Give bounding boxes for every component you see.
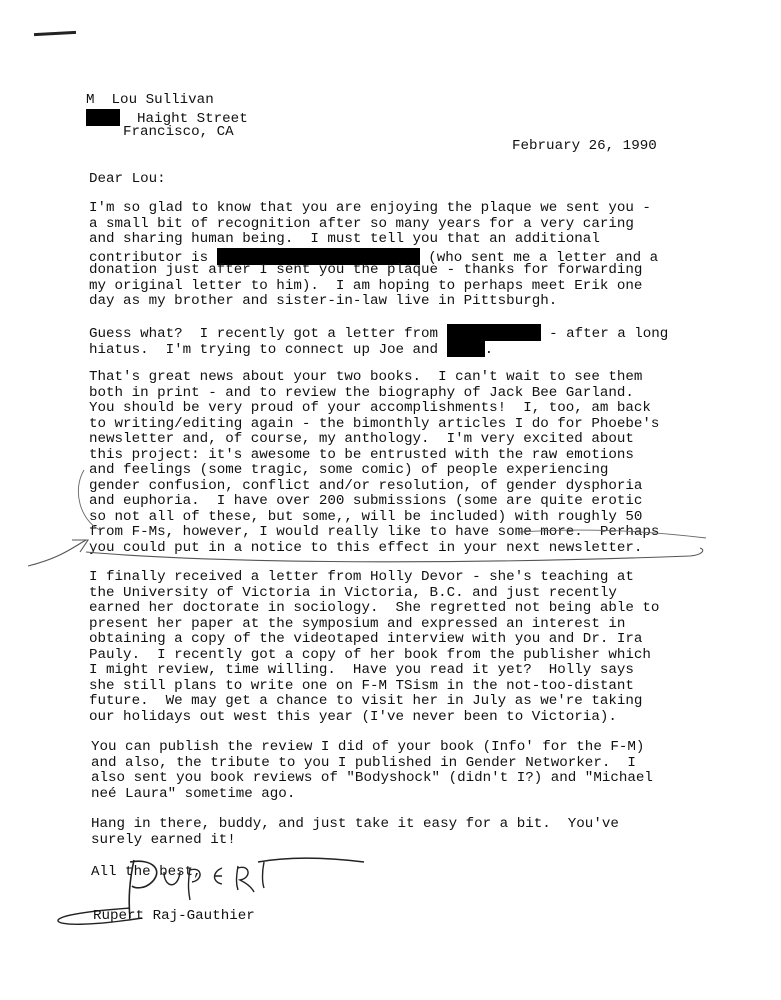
address-street: Haight Street (137, 111, 248, 127)
text-line: to writing/editing again - the bimonthly articles I do for Phoebe's (89, 416, 660, 432)
text-line: obtaining a copy of the videotaped interview with you and Dr. Ira (89, 631, 643, 647)
pen-mark (34, 31, 76, 36)
salutation: Dear Lou: (89, 171, 166, 187)
text-line: so not all of these, but some,, will be included) with roughly 50 (89, 509, 643, 525)
letter-date: February 26, 1990 (512, 138, 657, 154)
address-line-3: Francisco, CA (123, 124, 234, 140)
text-line: I might review, time willing. Have you read it yet? Holly says (89, 662, 634, 678)
redaction-bar (447, 324, 541, 341)
text-line: neé Laura" sometime ago. (91, 786, 296, 802)
text-line: and also, the tribute to you I published in Gender Networker. I (91, 755, 636, 771)
text-line: earned her doctorate in sociology. She regretted not being able to (89, 600, 660, 616)
text-line (89, 340, 493, 359)
text-segment: contributor is (89, 250, 209, 266)
text-line: and euphoria. I have over 200 submissions (some are quite erotic (89, 493, 643, 509)
text-line: I'm so glad to know that you are enjoying the plaque we sent you - (89, 200, 651, 216)
text-line: newsletter and, of course, my anthology. I'm very excited about (89, 431, 634, 447)
text-line: both in print - and to review the biography of Jack Bee Garland. (89, 385, 634, 401)
text-line: future. We may get a chance to visit her in July as we're taking (89, 693, 643, 709)
text-line: the University of Victoria in Victoria, B.C. and just recently (89, 585, 617, 601)
text-line: she still plans to write one on F-M TSism in the not-too-distant (89, 678, 634, 694)
text-line: you could put in a notice to this effect in your next newsletter. (89, 540, 643, 556)
redaction-bar (447, 340, 485, 357)
text-line: day as my brother and sister-in-law live in Pittsburgh. (89, 293, 558, 309)
text-line: I finally received a letter from Holly Devor - she's teaching at (89, 569, 634, 585)
text-line: You can publish the review I did of your book (Info' for the F-M) (91, 739, 645, 755)
text-segment: (who sent me a letter and a (428, 250, 659, 266)
text-line: and sharing human being. I must tell you that an additional (89, 231, 600, 247)
text-line: donation just after I sent you the plaque - thanks for forwarding (89, 262, 643, 278)
text-segment: hiatus. I'm trying to connect up Joe and (89, 342, 439, 358)
address-line-1: M Lou Sullivan (86, 92, 214, 108)
text-line: surely earned it! (91, 832, 236, 848)
text-segment: . (484, 342, 494, 358)
text-line: also sent you book reviews of "Bodyshock" (didn't I?) and "Michael (91, 770, 653, 786)
pencil-annotation (0, 380, 781, 580)
text-line: That's great news about your two books. I can't wait to see them (89, 369, 643, 385)
text-line: present her paper at the symposium and expressed an interest in (89, 616, 626, 632)
text-line: from F-Ms, however, I would really like to have some more. Perhaps (89, 524, 660, 540)
text-line: our holidays out west this year (I've never been to Victoria). (89, 709, 617, 725)
closing: All the best, (91, 864, 202, 880)
text-line: a small bit of recognition after so many years for a very caring (89, 216, 634, 232)
text-line: Pauly. I recently got a copy of her book from the publisher which (89, 647, 651, 663)
text-segment: Guess what? I recently got a letter from (89, 326, 439, 342)
redaction-bar (86, 109, 120, 126)
typed-signature: Rupert Raj-Gauthier (93, 908, 255, 924)
text-line: this project: it's awesome to be entrusted with the raw emotions (89, 447, 634, 463)
text-line: You should be very proud of your accomplishments! I, too, am back (89, 400, 651, 416)
text-line: and feelings (some tragic, some comic) of people experiencing (89, 462, 609, 478)
text-segment: - after a long (549, 326, 669, 342)
text-line: my original letter to him). I am hoping to perhaps meet Erik one (89, 278, 643, 294)
text-line: Hang in there, buddy, and just take it easy for a bit. You've (91, 816, 619, 832)
text-line: gender confusion, conflict and/or resolution, of gender dysphoria (89, 478, 643, 494)
